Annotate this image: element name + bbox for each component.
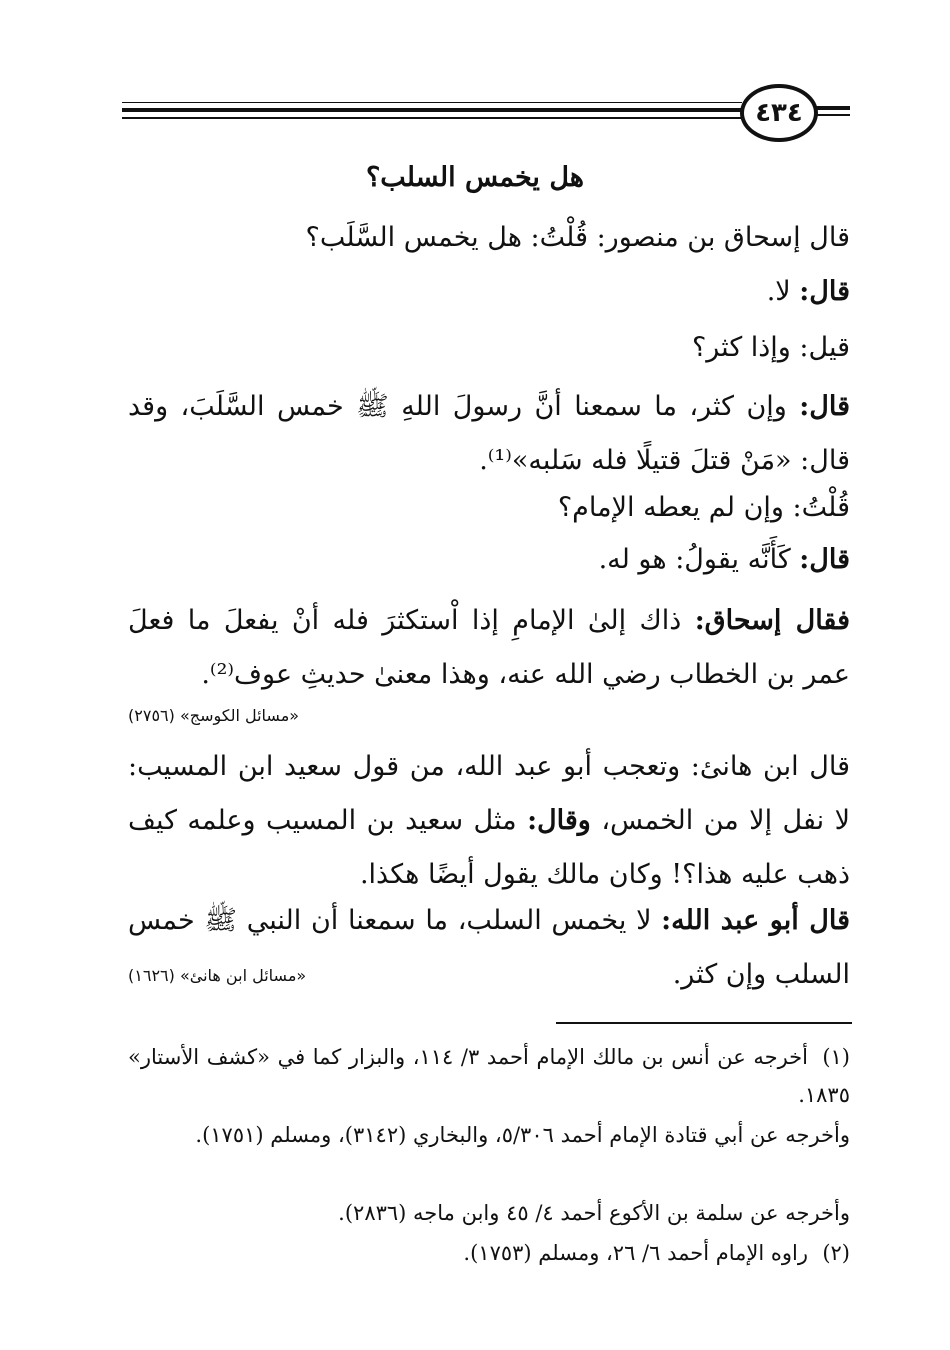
paragraph-1: قال إسحاق بن منصور: قُلْتُ: هل يخمس السَّلَب؟ [305,222,850,253]
paragraph-3: قيل: وإذا كثر؟ [691,332,850,363]
paragraph-6 [128,544,850,575]
footnote-separator [556,1022,852,1024]
footnote-1-cont-2 [128,1194,850,1232]
header-rule-thick [122,108,742,112]
paragraph-text: مثل سعيد بن المسيب وعلمه كيف ذهب عليه هذا؟! وكان مالك يقول أيضًا هكذا. [128,805,850,890]
speaker-label: قال أبو عبد الله: [661,905,850,936]
footnote-1-cont-1 [128,1116,850,1154]
source-citation-1: «مسائل الكوسج» (٢٧٥٦) [128,706,300,725]
page-number: ٤٣٤ [755,98,803,128]
section-title: هل يخمس السلب؟ [365,162,585,193]
paragraph-text: ذاك إلىٰ الإمامِ إذا اْستكثرَ فله أنْ يفعلَ ما فعلَ عمر بن الخطاب رضي الله عنه، وهذا معنىٰ حديثِ عوف⁽²⁾. [128,605,850,690]
paragraph-9 [128,894,850,1002]
header-rule-thin [122,117,742,119]
source-citation-2: «مسائل ابن هانئ» (١٦٢٦) [128,966,307,985]
paragraph-7 [128,594,850,702]
paragraph-text: لا. [766,276,800,307]
header-cap-rule [814,106,850,110]
paragraph-text: وإن كثر، ما سمعنا أنَّ رسولَ اللهِ ﷺ خمس السَّلَبَ، وقد قال: «مَنْ قتلَ قتيلًا فله سَلبه»⁽¹⁾. [128,391,850,476]
footnote-text: راوه الإمام أحمد ٦/ ٢٦، ومسلم (١٧٥٣). [463,1241,808,1265]
footnote-text: وأخرجه عن سلمة بن الأكوع أحمد ٤/ ٤٥ وابن ماجه (٢٨٣٦). [338,1201,850,1225]
speaker-label: فقال إسحاق: [694,605,850,636]
footnote-text: أخرجه عن أنس بن مالك الإمام أحمد ٣/ ١١٤، والبزار كما في «كشف الأستار» ١٨٣٥. [128,1045,850,1107]
header-rule-thin-top [122,102,742,103]
footnote-2 [128,1234,850,1272]
paragraph-2 [128,276,850,307]
speaker-label: قال: [799,544,850,575]
paragraph-5: قُلْتُ: وإن لم يعطه الإمام؟ [557,492,850,523]
header-cap-rule-2 [814,114,850,116]
footnote-1 [128,1038,850,1114]
paragraph-4 [128,380,850,488]
speaker-label: وقال: [527,805,591,836]
footnote-number: (٢) [822,1241,850,1265]
paragraph-8 [128,740,850,902]
paragraph-text: كَأَنَّه يقولُ: هو له. [598,544,800,575]
speaker-label: قال: [799,276,850,307]
speaker-label: قال: [799,391,850,422]
footnote-text: وأخرجه عن أبي قتادة الإمام أحمد ٥/٣٠٦، والبخاري (٣١٤٢)، ومسلم (١٧٥١). [195,1123,850,1147]
paragraph-text: قال ابن هانئ: وتعجب أبو عبد الله، من قول سعيد ابن المسيب: لا نفل إلا من الخمس، [128,751,851,836]
paragraph-text: لا يخمس السلب، ما سمعنا أن النبي ﷺ خمس السلب وإن كثر. [128,905,850,990]
footnote-number: (١) [822,1045,850,1069]
page-number-badge [740,84,818,142]
